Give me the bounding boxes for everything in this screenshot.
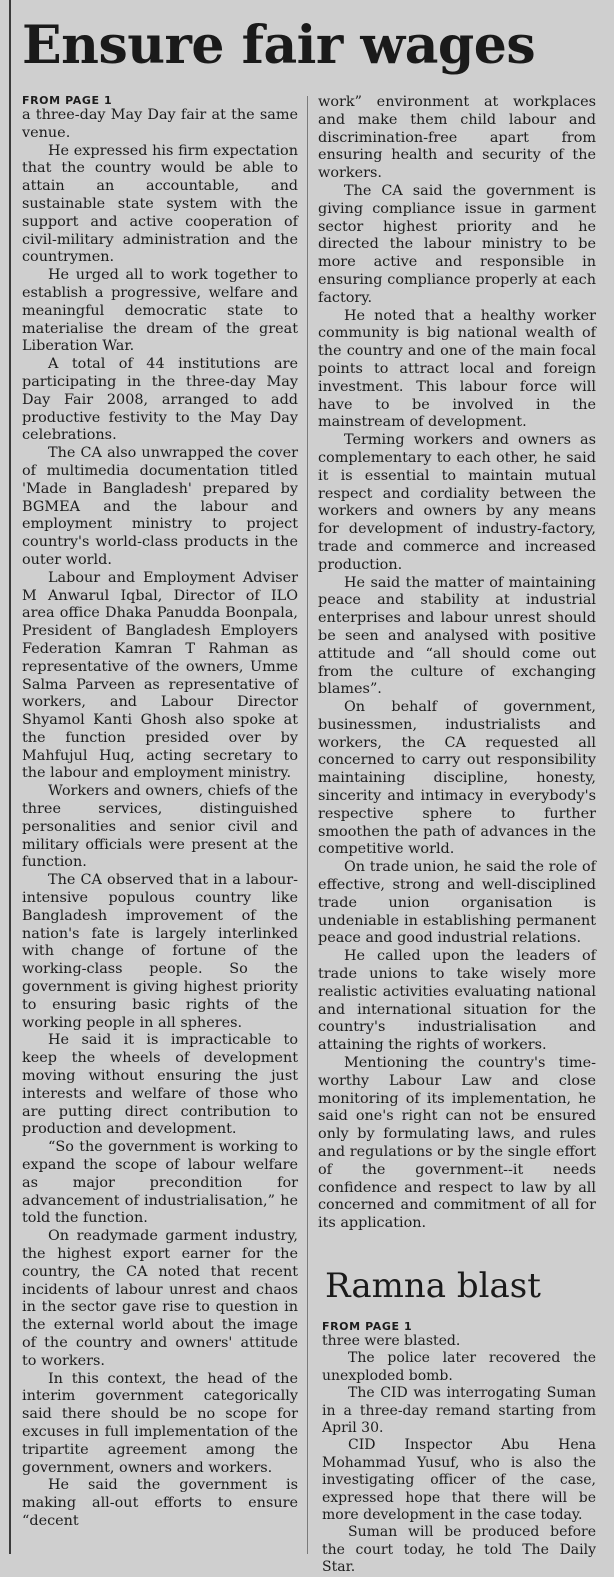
paragraph: Suman will be produced before the court today, he told The Daily Star. xyxy=(322,1524,596,1576)
paragraph: CID Inspector Abu Hena Mohammad Yusuf, who is also the investigating officer of the case, expressed hope that there will be more development in the case today. xyxy=(322,1437,596,1524)
paragraph: He noted that a healthy worker community is big national wealth of the country and one of the main focal points to attract local and foreign investment. This labour force will have to be involved in the mainstream of development. xyxy=(318,307,596,431)
article-column-left xyxy=(22,94,298,1531)
paragraph: On behalf of government, businessmen, industrialists and workers, the CA requested all concerned to carry out responsibility maintaining discipline, honesty, sincerity and intimacy in everybody's respective sphere to further smoothen the path of advances in the competitive world. xyxy=(318,699,596,858)
paragraph: The CA observed that in a labour-intensive populous country like Bangladesh improvement of the nation's fate is largely interlinked with change of fortune of the working-class people. So the government is giving highest priority to ensuring basic rights of the working people in all spheres. xyxy=(22,872,298,1031)
headline-ramna-blast: Ramna blast xyxy=(325,1266,541,1306)
article-column-right xyxy=(318,94,596,1233)
paragraph: A total of 44 institutions are participating in the three-day May Day Fair 2008, arranged to add productive festivity to the May Day celebrations. xyxy=(22,356,298,444)
paragraph: “So the government is working to expand the scope of labour welfare as major precondition for advancement of industrialisation,” he told the function. xyxy=(22,1139,298,1227)
paragraph: The CA said the government is giving compliance issue in garment sector highest priority and he directed the labour ministry to be more active and responsible in ensuring compliance properly at each factory. xyxy=(318,182,596,306)
paragraph: The CID was interrogating Suman in a three-day remand starting from April 30. xyxy=(322,1385,596,1437)
paragraph: The CA also unwrapped the cover of multimedia documentation titled 'Made in Bangladesh' prepared by BGMEA and the labour and employment ministry to project country's world-class products in the outer world. xyxy=(22,445,298,568)
paragraph: Workers and owners, chiefs of the three services, distinguished personalities and senior civil and military officials were present at the function. xyxy=(22,783,298,871)
paragraph: He expressed his firm expectation that the country would be able to attain an accountable, and sustainable state system with the support and active cooperation of civil-military administration and the countrymen. xyxy=(22,142,298,266)
paragraph: He urged all to work together to establish a progressive, welfare and meaningful democratic state to materialise the dream of the great Liberation War. xyxy=(22,267,298,355)
paragraph: He said it is impracticable to keep the wheels of development moving without ensuring the just interests and welfare of those who are putting direct contribution to production and development. xyxy=(22,1032,298,1138)
paragraph: He said the matter of maintaining peace and stability at industrial enterprises and labour unrest should be seen and analysed with positive attitude and “all should come out from the culture of exchanging blames”. xyxy=(318,574,596,698)
paragraph: In this context, the head of the interim government categorically said there should be no scope for excuses in full implementation of the tripartite agreement among the government, owners and workers. xyxy=(22,1370,298,1476)
ramna-blast-column xyxy=(322,1320,596,1577)
paragraph: work” environment at workplaces and make them child labour and discrimination-free apart from ensuring health and security of the workers. xyxy=(318,94,596,182)
from-page-label: FROM PAGE 1 xyxy=(22,94,113,107)
paragraph: Mentioning the country's time-worthy Labour Law and close monitoring of its implementation, he said one's right can not be ensured only by formulating laws, and rules and regulations or by the single effort of the government--it needs confidence and respect to law by all concerned and commitment of all for its application. xyxy=(318,1055,596,1232)
paragraph: three were blasted. xyxy=(322,1333,461,1349)
from-page-label: FROM PAGE 1 xyxy=(322,1320,413,1333)
paragraph: He called upon the leaders of trade unions to take wisely more realistic activities evaluating national and international situation for the country's industrialisation and attaining the rights of workers. xyxy=(318,948,596,1054)
column-rule-middle xyxy=(307,96,308,1554)
paragraph: On trade union, he said the role of effective, strong and well-disciplined trade union organisation is undeniable in establishing permanent peace and good industrial relations. xyxy=(318,859,596,947)
paragraph: The police later recovered the unexploded bomb. xyxy=(322,1350,596,1384)
paragraph: Labour and Employment Adviser M Anwarul Iqbal, Director of ILO area office Dhaka Panudda Boonpala, President of Bangladesh Employers Federation Kamran T Rahman as representative of the owners, Umme Salma Parveen as representative of workers, and Labour Director Shyamol Kanti Ghosh also spoke at the function presided over by Mahfujul Huq, acting secretary to the labour and employment ministry. xyxy=(22,569,298,782)
paragraph: On readymade garment industry, the highest export earner for the country, the CA noted that recent incidents of labour unrest and chaos in the sector gave rise to question in the external world about the image of the country and owners' attitude to workers. xyxy=(22,1228,298,1369)
headline-ensure-fair-wages: Ensure fair wages xyxy=(22,15,536,76)
paragraph: Terming workers and owners as complementary to each other, he said it is essential to maintain mutual respect and cordiality between the workers and owners by any means for development of industry-factory, trade and commerce and increased production. xyxy=(318,432,596,573)
paragraph: He said the government is making all-out efforts to ensure “decent xyxy=(22,1477,298,1529)
paragraph: a three-day May Day fair at the same venue. xyxy=(22,107,298,141)
column-rule-left xyxy=(9,0,11,1554)
